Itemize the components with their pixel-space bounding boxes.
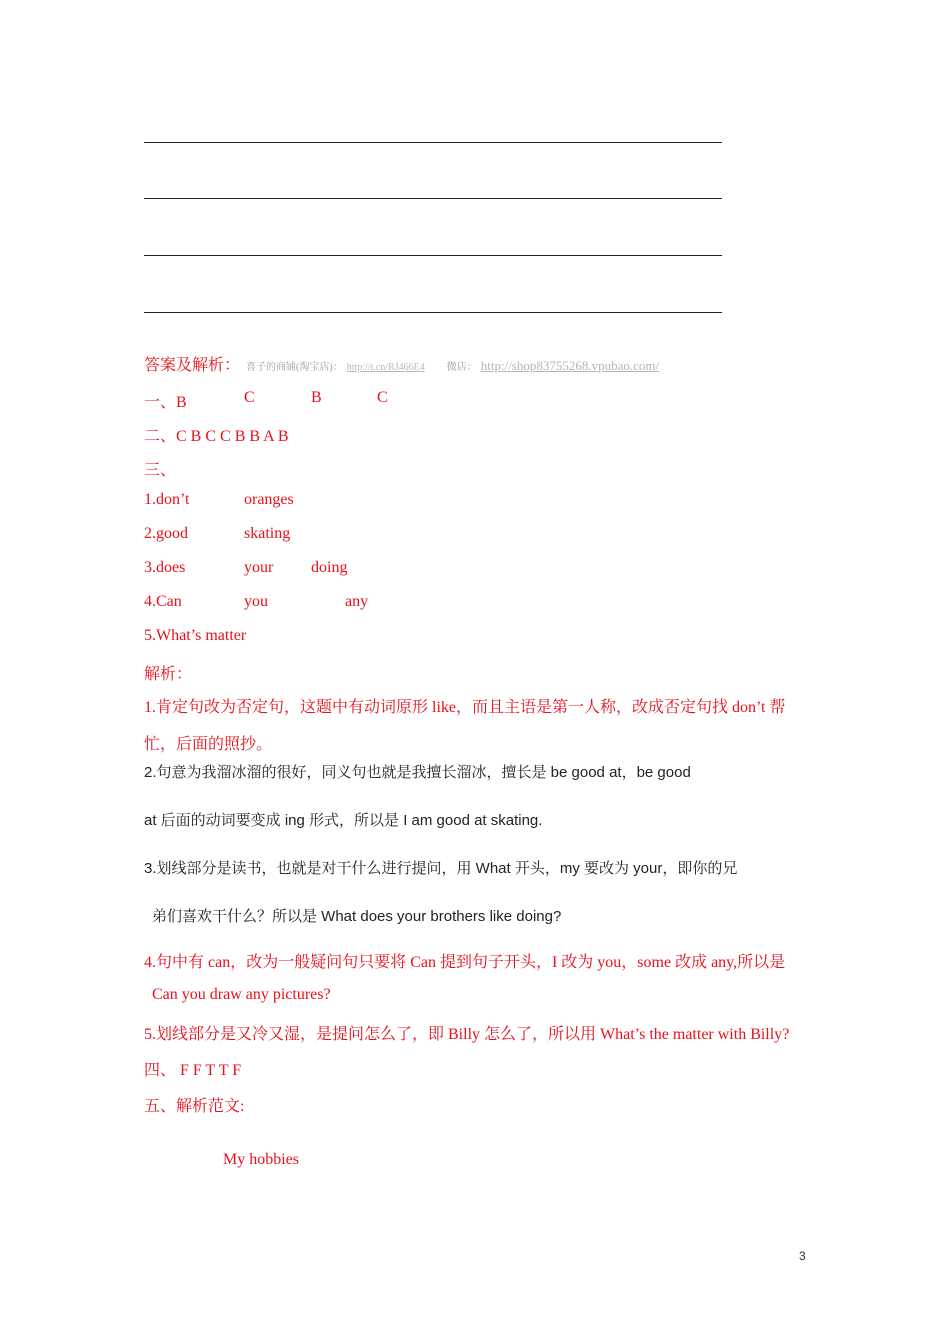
- answer-line-3: [144, 255, 722, 256]
- explanation-1-line-2: 忙，后面的照抄。: [144, 736, 273, 753]
- section3-row-3-b: doing: [311, 559, 348, 576]
- section1-answer-4: C: [377, 389, 388, 406]
- explanation-1-line-1: 1.肯定句改为否定句，这题中有动词原形 like，而且主语是第一人称，改成否定句找 don’t 帮: [144, 699, 786, 716]
- explanation-4-line-2: Can you draw any pictures?: [152, 986, 331, 1003]
- section3-label: 三、: [144, 462, 177, 479]
- section4-answers: 四、 F F T T F: [144, 1062, 242, 1079]
- section3-row-5-num: 5.What’s matter: [144, 627, 247, 644]
- section3-row-1-a: oranges: [244, 491, 294, 508]
- answer-line-2: [144, 198, 722, 199]
- weidian-link[interactable]: http://shop83755268.vpubao.com/: [480, 358, 660, 373]
- section3-row-2-a: skating: [244, 525, 291, 542]
- weidian-label: 微店：: [446, 362, 477, 373]
- page-number: 3: [799, 1249, 806, 1263]
- explanation-5: 5.划线部分是又冷又湿，是提问怎么了，即 Billy 怎么了，所以用 What’s the matter with Billy?: [144, 1026, 790, 1043]
- explanation-4-line-1: 4.句中有 can，改为一般疑问句只要将 Can 提到句子开头，I 改为 you，some 改成 any,所以是: [144, 954, 786, 971]
- section1-label: 一、B: [144, 394, 187, 411]
- shop-link[interactable]: http://t.cn/RJ466E4: [346, 362, 425, 373]
- section3-row-3-num: 3.does: [144, 559, 186, 576]
- section5-label: 五、解析范文:: [144, 1098, 245, 1115]
- explanation-2-line-1: 2.句意为我溜冰溜的很好，同义句也就是我擅长溜冰，擅长是 be good at，be good: [144, 764, 691, 781]
- section3-row-4-a: you: [244, 593, 268, 610]
- answers-header: [144, 352, 659, 374]
- section3-row-2-num: 2.good: [144, 525, 188, 542]
- section3-row-4-num: 4.Can: [144, 593, 182, 610]
- answers-title: 答案及解析：: [144, 357, 241, 374]
- section3-row-4-b: any: [345, 593, 369, 610]
- answer-line-1: [144, 142, 722, 143]
- analysis-label: 解析：: [144, 666, 193, 683]
- answer-line-4: [144, 312, 722, 313]
- section1-answer-2: C: [244, 389, 255, 406]
- essay-title: My hobbies: [223, 1151, 299, 1168]
- section3-row-1-num: 1.don’t: [144, 491, 190, 508]
- section3-row-3-a: your: [244, 559, 274, 576]
- section2-answers: 二、C B C C B B A B: [144, 428, 289, 445]
- shop-label: 喜子的商铺(淘宝店)：: [246, 362, 343, 373]
- explanation-3-line-1: 3.划线部分是读书，也就是对干什么进行提问，用 What 开头，my 要改为 your，即你的兄: [144, 860, 738, 877]
- section1-answer-3: B: [311, 389, 322, 406]
- explanation-2-line-2: at 后面的动词要变成 ing 形式，所以是 I am good at skating.: [144, 812, 543, 829]
- explanation-3-line-2: 弟们喜欢干什么？所以是 What does your brothers like doing?: [152, 908, 562, 925]
